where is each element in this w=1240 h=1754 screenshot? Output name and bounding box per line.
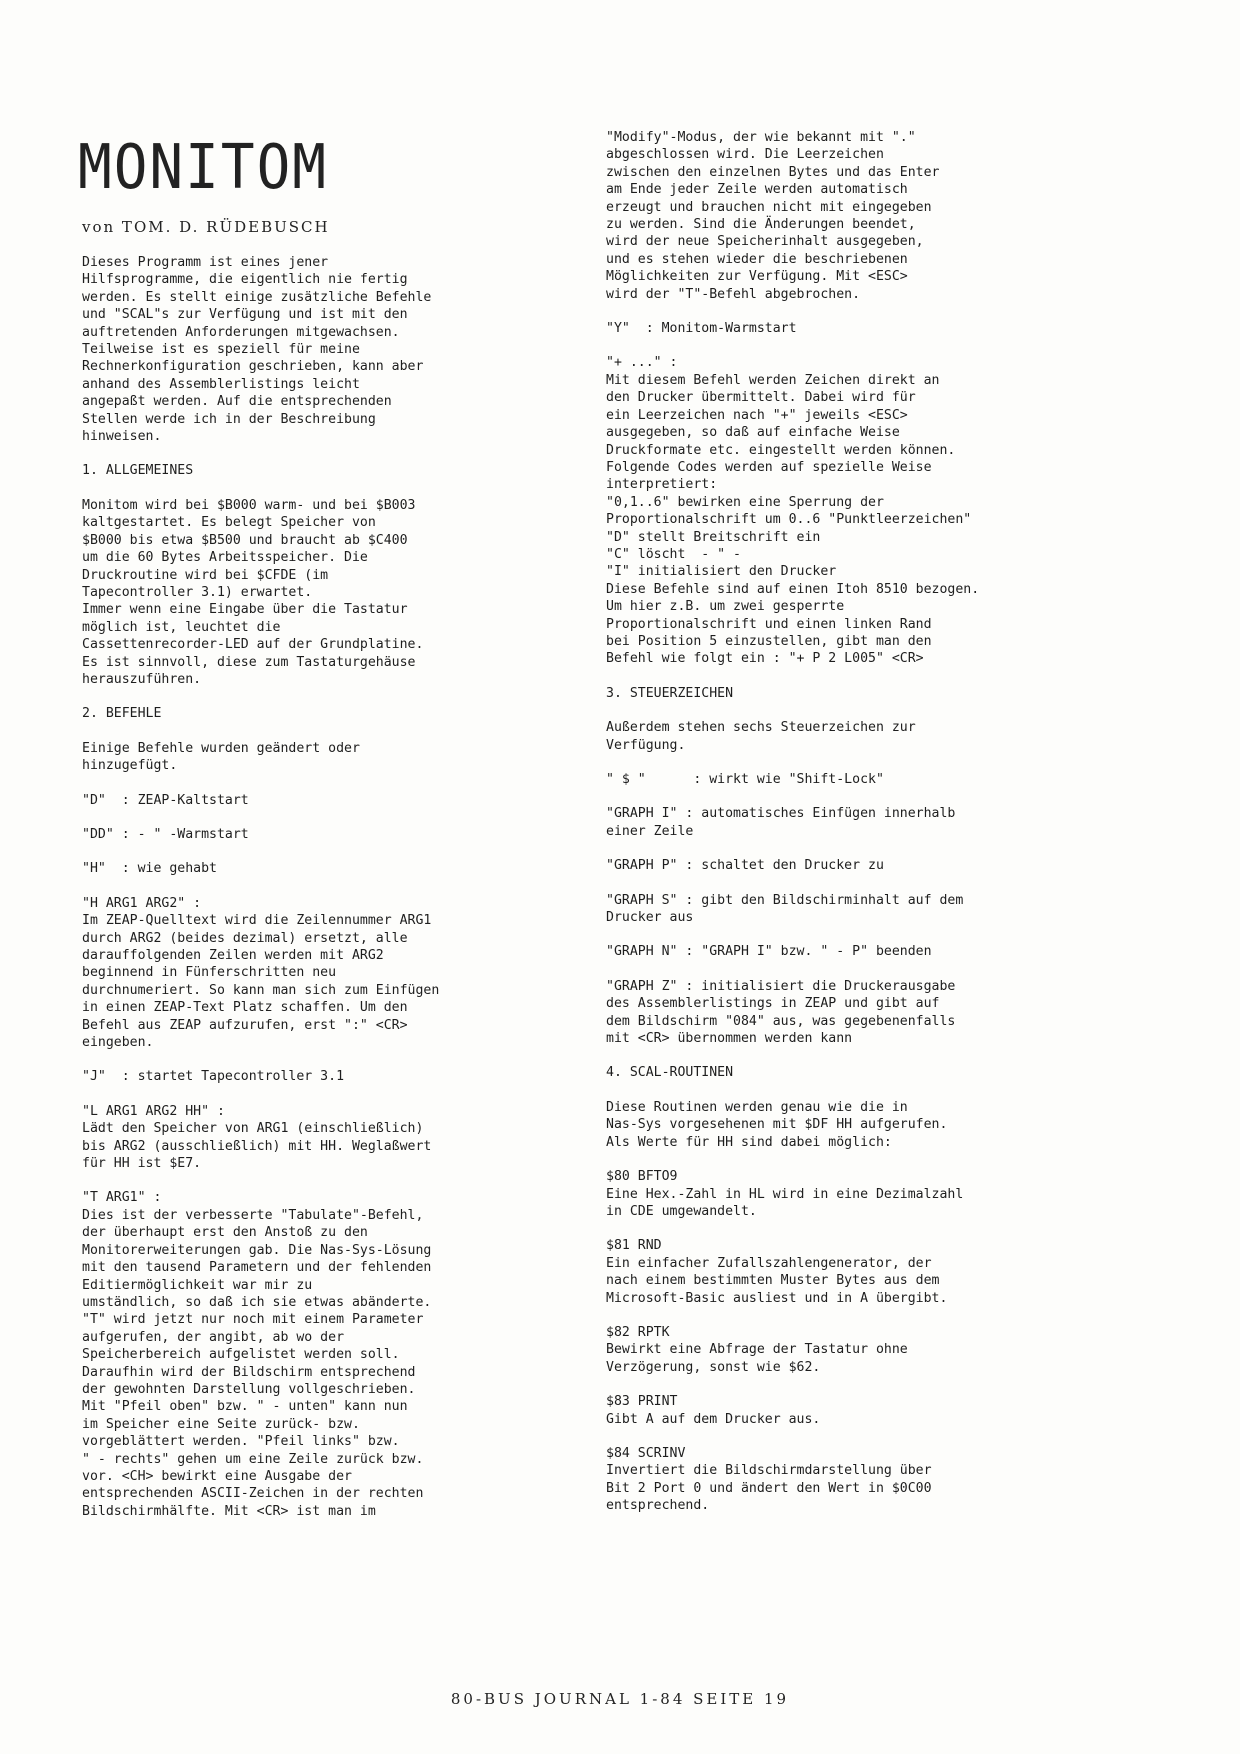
control-entry: "GRAPH P" : schaltet den Drucker zu	[606, 858, 884, 874]
command-entry: "T ARG1" : Dies ist der verbesserte "Tabulate"-Befehl, der überhaupt erst den Anstoß zu den Monitorerweiterungen gab. Die Nas-Sys-Lösung mit den tausend Parametern und der fehlenden Editiermöglichkeit war mir zu umständlich, so daß ich sie etwas abänderte. "T" wird jetzt nur noch mit einem Parameter aufgerufen, der angibt, ab wo der Speicherbereich aufgelistet werden soll. Daraufhin wird der Bildschirm entsprechend der gewohnten Darstellung vollgeschrieben. Mit "Pfeil oben" bzw. " - unten" kann nun im Speicher eine Seite zurück- bzw. vorgeblättert werden. "Pfeil links" bzw. " - rechts" gehen um eine Zeile zurück bzw. vor. <CH> bewirkt eine Ausgabe der entsprechenden ASCII-Zeichen in der rechten Bildschirmhälfte. Mit <CR> ist man im	[82, 1190, 432, 1519]
article-title: MONITOM	[78, 132, 329, 204]
paragraph: "Modify"-Modus, der wie bekannt mit "." abgeschlossen wird. Die Leerzeichen zwischen den einzelnen Bytes und das Enter am Ende jeder Zeile werden automatisch erzeugt und brauchen nicht mit eingegeben zu werden. Sind die Änderungen beendet, wird der neue Speicherinhalt ausgegeben, und es stehen wieder die beschriebenen Möglichkeiten zur Verfügung. Mit <ESC> wird der "T"-Befehl abgebrochen.	[606, 130, 940, 302]
scal-entry: $84 SCRINV Invertiert die Bildschirmdarstellung über Bit 2 Port 0 und ändert den Wert in $0C00 entsprechend.	[606, 1445, 932, 1514]
page-footer: 80-BUS JOURNAL 1-84 SEITE 19	[450, 1690, 790, 1708]
command-entry: "Y" : Monitom-Warmstart	[606, 321, 797, 337]
command-entry: "J" : startet Tapecontroller 3.1	[82, 1069, 345, 1085]
command-entry: "D" : ZEAP-Kaltstart	[82, 792, 249, 808]
command-entry: "H ARG1 ARG2" : Im ZEAP-Quelltext wird die Zeilennummer ARG1 durch ARG2 (beides dezimal) ersetzt, alle darauffolgenden Zeilen werden mit ARG2 beginnend in Fünferschritten neu durchnumeriert. So kann man sich zum Einfügen in einen ZEAP-Text Platz schaffen. Um den Befehl aus ZEAP aufzurufen, erst ":" <CR> eingeben.	[82, 895, 440, 1051]
scal-entry: $80 BFTO9 Eine Hex.-Zahl in HL wird in eine Dezimalzahl in CDE umgewandelt.	[606, 1169, 964, 1219]
section-heading: 1. ALLGEMEINES	[82, 463, 194, 479]
scal-entry: $83 PRINT Gibt A auf dem Drucker aus.	[606, 1394, 821, 1427]
paragraph: Einige Befehle wurden geändert oder hinzugefügt.	[82, 740, 360, 774]
command-entry: "L ARG1 ARG2 HH" : Lädt den Speicher von ARG1 (einschließlich) bis ARG2 (ausschließlich) mit HH. Weglaßwert für HH ist $E7.	[82, 1103, 432, 1172]
paragraph: Diese Routinen werden genau wie die in Nas-Sys vorgesehenen mit $DF HH aufgerufen. Als Werte für HH sind dabei möglich:	[606, 1099, 948, 1150]
section-heading: 2. BEFEHLE	[82, 706, 162, 722]
control-entry: "GRAPH S" : gibt den Bildschirminhalt auf dem Drucker aus	[606, 892, 964, 926]
section-heading: 4. SCAL-ROUTINEN	[606, 1065, 734, 1081]
scal-entry: $82 RPTK Bewirkt eine Abfrage der Tastatur ohne Verzögerung, sonst wie $62.	[606, 1324, 908, 1375]
article-author: von TOM. D. RÜDEBUSCH	[82, 218, 330, 236]
control-entry: " $ " : wirkt wie "Shift-Lock"	[606, 772, 884, 787]
control-entry: "GRAPH I" : automatisches Einfügen innerhalb einer Zeile	[606, 806, 956, 839]
left-column	[82, 254, 558, 1520]
command-entry: "H" : wie gehabt	[82, 861, 217, 877]
paragraph: Außerdem stehen sechs Steuerzeichen zur Verfügung.	[606, 720, 916, 753]
command-entry: "+ ..." : Mit diesem Befehl werden Zeichen direkt an den Drucker übermittelt. Dabei wird für ein Leerzeichen nach "+" jeweils <ESC> ausgegeben, so daß auf einfache Weise Druckformate etc. eingestellt werden können. Folgende Codes werden auf spezielle Weise interpretiert: "0,1..6" bewirken eine Sperrung der Proportionalschrift um 0..6 "Punktleerzeichen" "D" stellt Breitschrift ein "C" löscht - " - "I" initialisiert den Drucker Diese Befehle sind auf einen Itoh 8510 bezogen. Um hier z.B. um zwei gesperrte Proportionalschrift und einen linken Rand bei Position 5 einzustellen, gibt man den Befehl wie folgt ein : "+ P 2 L005" <CR>	[606, 355, 980, 667]
section-heading: 3. STEUERZEICHEN	[606, 685, 734, 701]
right-column	[606, 129, 1126, 1515]
paragraph: Dieses Programm ist eines jener Hilfsprogramme, die eigentlich nie fertig werden. Es stellt einige zusätzliche Befehle und "SCAL"s zur Verfügung und ist mit den auftretenden Anforderungen mitgewachsen. Teilweise ist es speziell für meine Rechnerkonfiguration geschrieben, kann aber anhand des Assemblerlistings leicht angepaßt werden. Auf die entsprechenden Stellen werde ich in der Beschreibung hinweisen.	[82, 255, 432, 445]
paragraph: Monitom wird bei $B000 warm- und bei $B003 kaltgestartet. Es belegt Speicher von $B000 bis etwa $B500 und braucht ab $C400 um die 60 Bytes Arbeitsspeicher. Die Druckroutine wird bei $CFDE (im Tapecontroller 3.1) erwartet. Immer wenn eine Eingabe über die Tastatur möglich ist, leuchtet die Cassettenrecorder-LED auf der Grundplatine. Es ist sinnvoll, diese zum Tastaturgehäuse herauszuführen.	[82, 497, 424, 687]
control-entry: "GRAPH Z" : initialisiert die Druckerausgabe des Assemblerlistings in ZEAP und gibt auf dem Bildschirm "084" aus, was gegebenenfalls mit <CR> übernommen werden kann	[606, 978, 956, 1047]
scal-entry: $81 RND Ein einfacher Zufallszahlengenerator, der nach einem bestimmten Muster Bytes aus dem Microsoft-Basic ausliest und in A übergibt.	[606, 1238, 948, 1306]
command-entry: "DD" : - " -Warmstart	[82, 826, 249, 842]
control-entry: "GRAPH N" : "GRAPH I" bzw. " - P" beenden	[606, 944, 932, 960]
